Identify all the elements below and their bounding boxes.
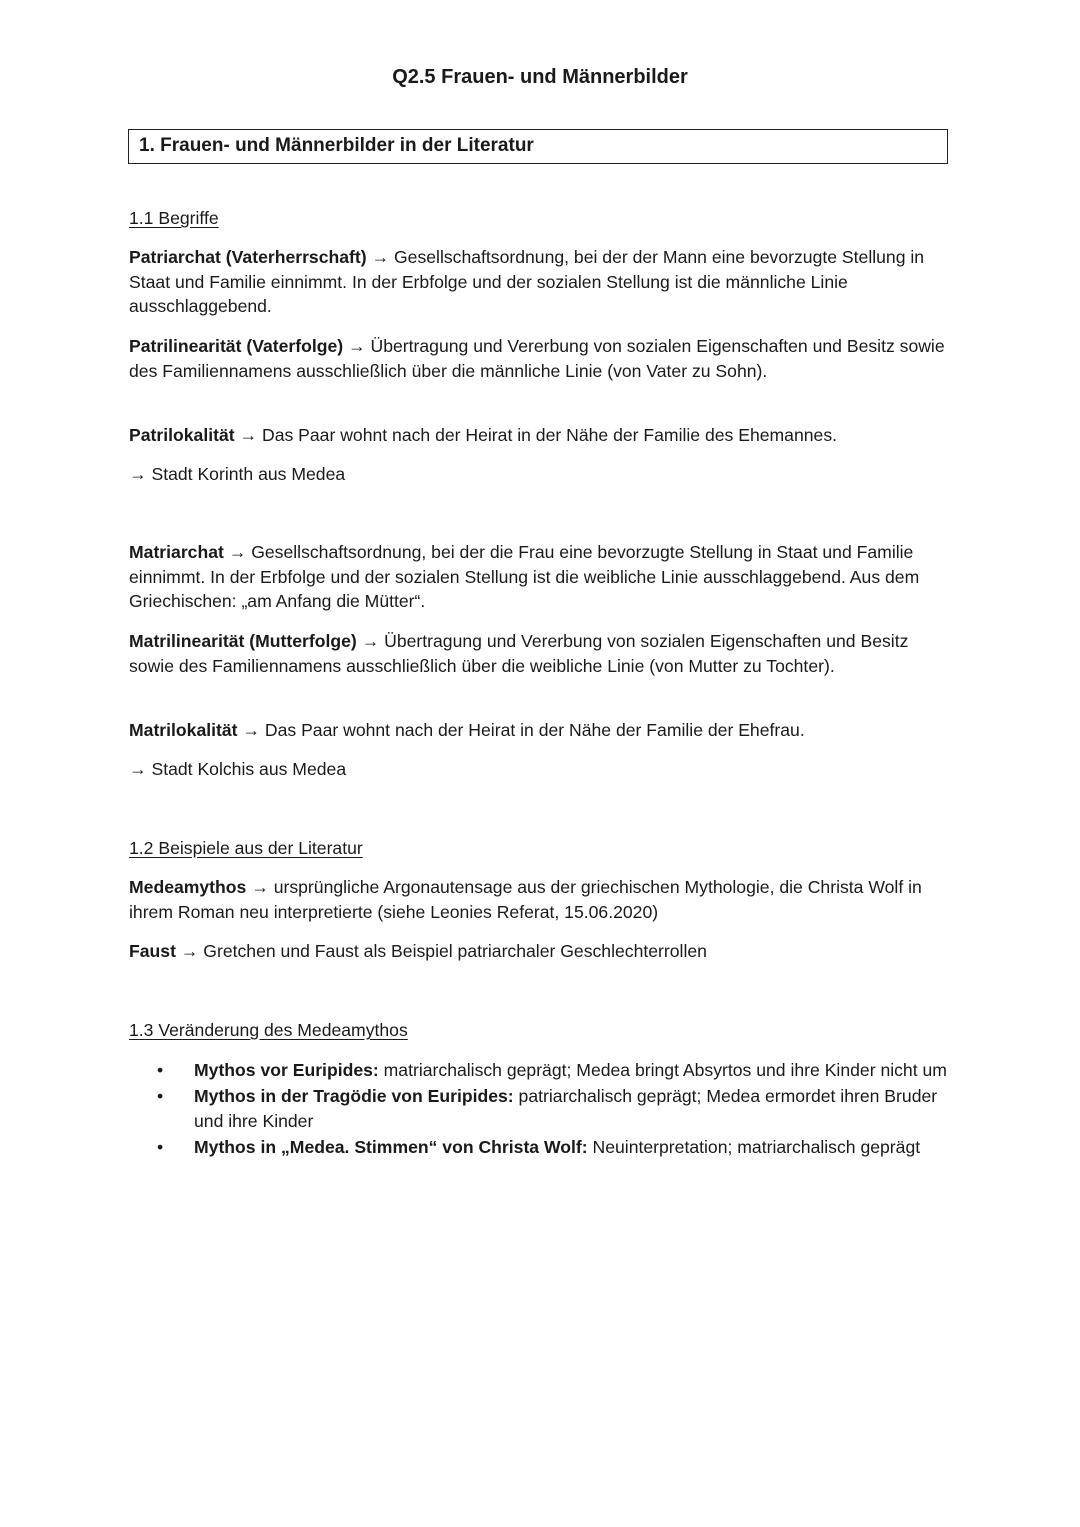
definition-text: Übertragung und Vererbung von sozialen Eigenschaften und Besitz sowie des Familiennamens ausschließlich über die männliche Linie (von Vater zu Sohn). (129, 336, 945, 381)
term-label: Matrilokalität → (129, 720, 260, 740)
definition-matrilinearitaet (129, 629, 954, 678)
definition-text: Das Paar wohnt nach der Heirat in der Nähe der Familie der Ehefrau. (260, 720, 805, 740)
term-label: Mythos in „Medea. Stimmen“ von Christa Wolf: (194, 1137, 588, 1157)
section-heading-box: 1. Frauen- und Männerbilder in der Literatur (128, 129, 948, 164)
definition-text: Gretchen und Faust als Beispiel patriarchaler Geschlechterrollen (198, 941, 707, 961)
term-label: Mythos in der Tragödie von Euripides: (194, 1086, 514, 1106)
list-item (129, 1135, 954, 1160)
term-label: Mythos vor Euripides: (194, 1060, 379, 1080)
subheading-beispiele: 1.2 Beispiele aus der Literatur (129, 838, 363, 858)
item-text: Neuinterpretation; matriarchalisch geprägt (587, 1137, 921, 1157)
definition-matrilokalitaet (129, 718, 954, 743)
term-label: Matriarchat → (129, 542, 247, 562)
document-title: Q2.5 Frauen- und Männerbilder (392, 66, 688, 88)
term-label: Medeamythos → (129, 877, 269, 897)
bullet-icon: • (157, 1086, 164, 1106)
subheading-begriffe: 1.1 Begriffe (129, 208, 219, 228)
definition-patriarchat (129, 245, 954, 319)
list-item (129, 1084, 954, 1134)
term-label: Faust → (129, 941, 199, 961)
note-kolchis: → Stadt Kolchis aus Medea (129, 759, 347, 779)
list-item (129, 1058, 954, 1083)
term-label: Patriarchat (Vaterherrschaft) → (129, 247, 390, 267)
definition-text: Gesellschaftsordnung, bei der die Frau eine bevorzugte Stellung in Staat und Familie einnimmt. In der Erbfolge und der sozialen Stellung ist die weibliche Linie ausschlaggebend. Aus dem Griechischen: „am Anfang die Mütter“. (129, 542, 920, 612)
subheading-veraenderung: 1.3 Veränderung des Medeamythos (129, 1020, 408, 1040)
term-label: Matrilinearität (Mutterfolge) → (129, 631, 380, 651)
definition-matriarchat (129, 540, 954, 614)
item-text: matriarchalisch geprägt; Medea bringt Absyrtos und ihre Kinder nicht um (378, 1060, 947, 1080)
definition-text: ursprüngliche Argonautensage aus der griechischen Mythologie, die Christa Wolf in ihrem Roman neu interpretierte (siehe Leonies Referat, 15.06.2020) (129, 877, 922, 922)
definition-patrilinearitaet (129, 334, 954, 383)
definition-patrilokalitaet (129, 423, 954, 448)
definition-faust (129, 939, 954, 964)
definition-text: Gesellschaftsordnung, bei der der Mann eine bevorzugte Stellung in Staat und Familie einnimmt. In der Erbfolge und der sozialen Stellung ist die männliche Linie ausschlaggebend. (129, 247, 925, 317)
bullet-list (129, 1058, 954, 1161)
term-label: Patrilinearität (Vaterfolge) → (129, 336, 366, 356)
definition-medeamythos (129, 875, 954, 924)
term-label: Patrilokalität → (129, 425, 258, 445)
definition-text: Das Paar wohnt nach der Heirat in der Nähe der Familie des Ehemannes. (257, 425, 838, 445)
bullet-icon: • (157, 1137, 164, 1157)
definition-text: Übertragung und Vererbung von sozialen Eigenschaften und Besitz sowie des Familiennamens ausschließlich über die weibliche Linie (von Mutter zu Tochter). (129, 631, 909, 676)
item-text: patriarchalisch geprägt; Medea ermordet ihren Bruder und ihre Kinder (194, 1086, 938, 1131)
note-korinth: → Stadt Korinth aus Medea (129, 464, 346, 484)
bullet-icon: • (157, 1060, 164, 1080)
